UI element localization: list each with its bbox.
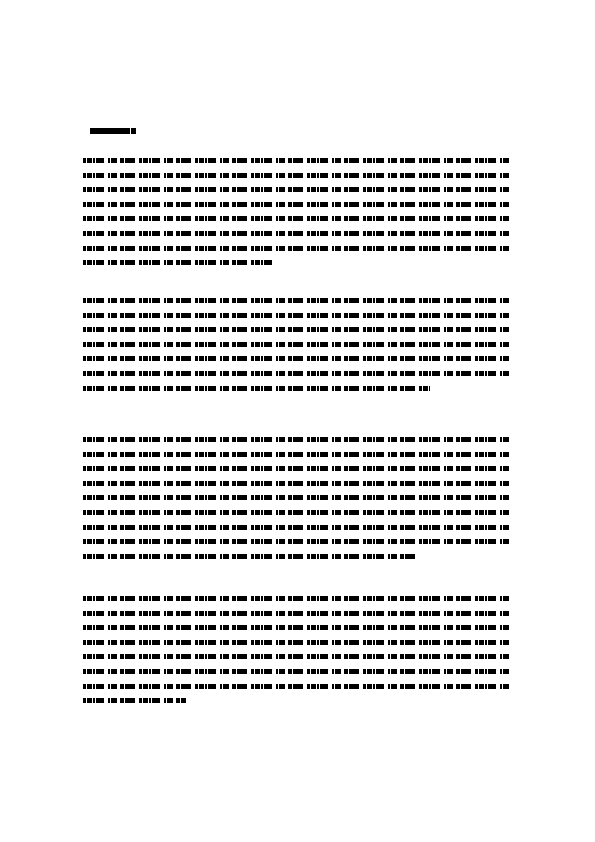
paragraph-3 bbox=[83, 437, 511, 568]
text-line bbox=[83, 231, 511, 236]
text-line bbox=[83, 525, 511, 530]
text-line bbox=[83, 298, 511, 303]
text-line bbox=[83, 260, 511, 265]
heading-text-glyphs bbox=[90, 128, 136, 134]
text-line bbox=[83, 187, 511, 192]
text-line bbox=[83, 158, 511, 163]
text-line bbox=[83, 684, 511, 689]
text-line bbox=[83, 654, 511, 659]
text-line bbox=[83, 481, 511, 486]
text-line bbox=[83, 386, 511, 391]
paragraph-4 bbox=[83, 596, 511, 713]
text-line bbox=[83, 510, 511, 515]
document-heading bbox=[90, 128, 136, 136]
text-line bbox=[83, 452, 511, 457]
text-line bbox=[83, 202, 511, 207]
text-line bbox=[83, 698, 511, 703]
paragraph-2 bbox=[83, 298, 511, 400]
text-line bbox=[83, 313, 511, 318]
text-line bbox=[83, 437, 511, 442]
text-line bbox=[83, 342, 511, 347]
text-line bbox=[83, 611, 511, 616]
text-line bbox=[83, 327, 511, 332]
text-line bbox=[83, 216, 511, 221]
text-line bbox=[83, 539, 511, 544]
text-line bbox=[83, 356, 511, 361]
text-line bbox=[83, 495, 511, 500]
text-line bbox=[83, 669, 511, 674]
text-line bbox=[83, 625, 511, 630]
text-line bbox=[83, 596, 511, 601]
paragraph-1 bbox=[83, 158, 511, 275]
text-line bbox=[83, 371, 511, 376]
text-line bbox=[83, 246, 511, 251]
text-line bbox=[83, 554, 511, 559]
text-line bbox=[83, 466, 511, 471]
text-line bbox=[83, 173, 511, 178]
text-line bbox=[83, 640, 511, 645]
